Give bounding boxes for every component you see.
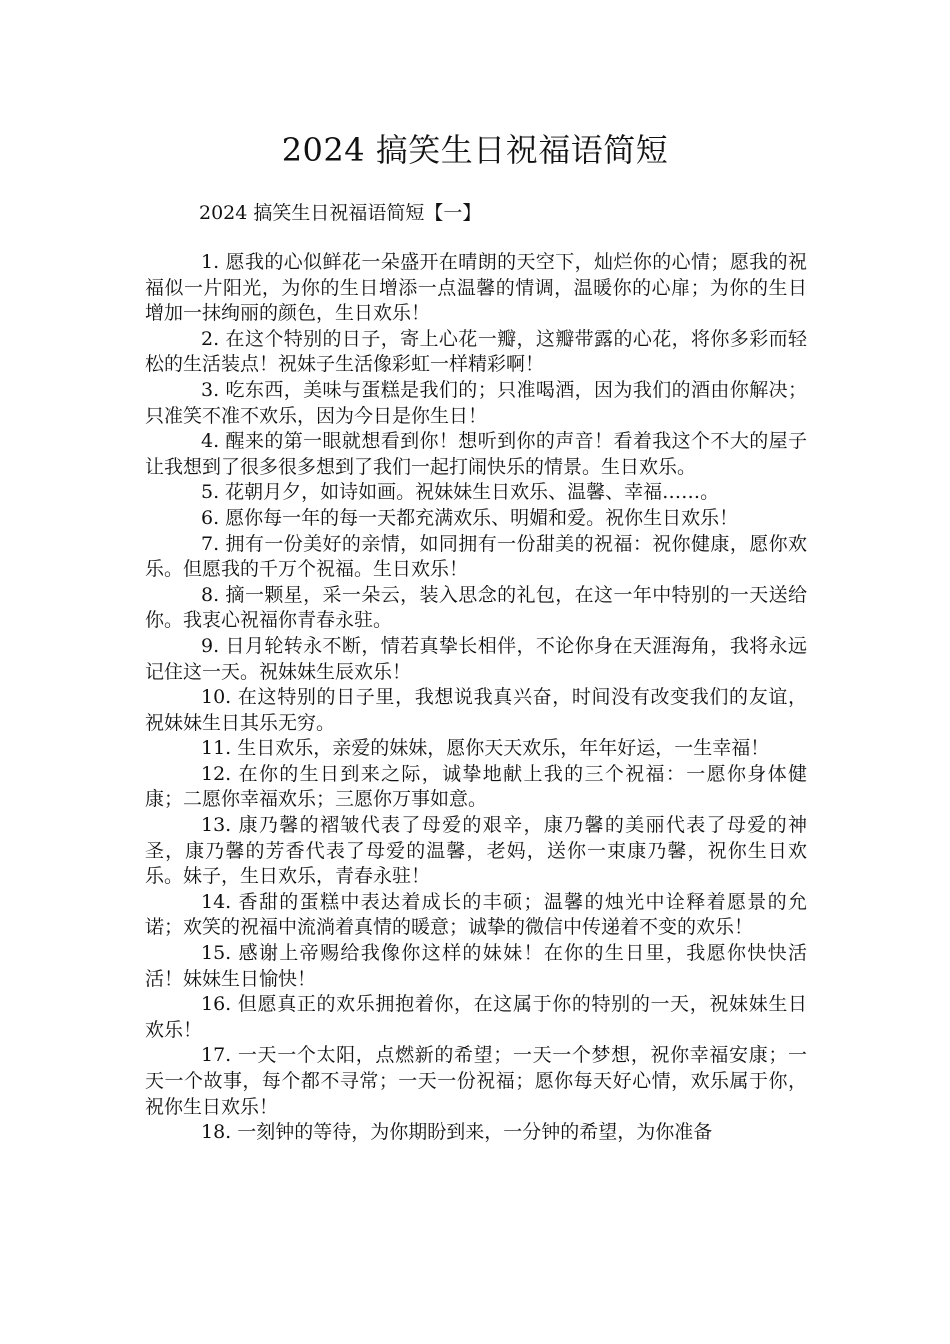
list-item: 1. 愿我的心似鲜花一朵盛开在晴朗的天空下，灿烂你的心情；愿我的祝福似一片阳光，为你的生日增添一点温馨的情调，温暖你的心扉；为你的生日增加一抹绚丽的颜色，生日欢乐！ xyxy=(145,251,807,325)
list-item: 2. 在这个特别的日子，寄上心花一瓣，这瓣带露的心花，将你多彩而轻松的生活装点！祝妹子生活像彩虹一样精彩啊！ xyxy=(145,327,807,376)
list-item: 7. 拥有一份美好的亲情，如同拥有一份甜美的祝福：祝你健康，愿你欢乐。但愿我的千万个祝福。生日欢乐！ xyxy=(145,532,807,581)
list-item: 10. 在这特别的日子里，我想说我真兴奋，时间没有改变我们的友谊，祝妹妹生日其乐无穷。 xyxy=(145,686,807,734)
section-heading: 2024 搞笑生日祝福语简短【一】 xyxy=(199,202,482,224)
list-item: 15. 感谢上帝赐给我像你这样的妹妹！在你的生日里，我愿你快快活活！妹妹生日愉快！ xyxy=(145,942,807,990)
list-item: 6. 愿你每一年的每一天都充满欢乐、明媚和爱。祝你生日欢乐！ xyxy=(201,506,739,529)
list-item: 3. 吃东西，美味与蛋糕是我们的；只准喝酒，因为我们的酒由你解决；只准笑不准不欢乐，因为今日是你生日！ xyxy=(145,378,807,427)
list-item: 11. 生日欢乐，亲爱的妹妹，愿你天天欢乐，年年好运，一生幸福！ xyxy=(201,737,770,760)
list-item: 4. 醒来的第一眼就想看到你！想听到你的声音！看着我这个不大的屋子让我想到了很多很多想到了我们一起打闹快乐的情景。生日欢乐。 xyxy=(145,430,807,478)
list-item: 16. 但愿真正的欢乐拥抱着你，在这属于你的特别的一天，祝妹妹生日欢乐！ xyxy=(145,993,807,1041)
list-item: 14. 香甜的蛋糕中表达着成长的丰硕；温馨的烛光中诠释着愿景的允诺；欢笑的祝福中流淌着真情的暖意；诚挚的微信中传递着不变的欢乐！ xyxy=(145,890,807,939)
list-item: 9. 日月轮转永不断，情若真挚长相伴，不论你身在天涯海角，我将永远记住这一天。祝妹妹生辰欢乐！ xyxy=(145,634,807,683)
list-item: 18. 一刻钟的等待，为你期盼到来，一分钟的希望，为你准备 xyxy=(201,1121,713,1144)
blessing-list xyxy=(145,250,807,1146)
page-title: 2024 搞笑生日祝福语简短 xyxy=(281,131,669,169)
list-item: 12. 在你的生日到来之际，诚挚地献上我的三个祝福：一愿你身体健康；二愿你幸福欢乐；三愿你万事如意。 xyxy=(145,762,807,811)
list-item: 13. 康乃馨的褶皱代表了母爱的艰辛，康乃馨的美丽代表了母爱的神圣，康乃馨的芳香代表了母爱的温馨，老妈，送你一束康乃馨，祝你生日欢乐。妹子，生日欢乐，青春永驻！ xyxy=(145,814,807,888)
list-item: 17. 一天一个太阳，点燃新的希望；一天一个梦想，祝你幸福安康；一天一个故事，每个都不寻常；一天一份祝福；愿你每天好心情，欢乐属于你，祝你生日欢乐！ xyxy=(145,1044,807,1118)
list-item: 8. 摘一颗星，采一朵云，装入思念的礼包，在这一年中特别的一天送给你。我衷心祝福你青春永驻。 xyxy=(145,583,807,632)
list-item: 5. 花朝月夕，如诗如画。祝妹妹生日欢乐、温馨、幸福……。 xyxy=(201,481,720,504)
